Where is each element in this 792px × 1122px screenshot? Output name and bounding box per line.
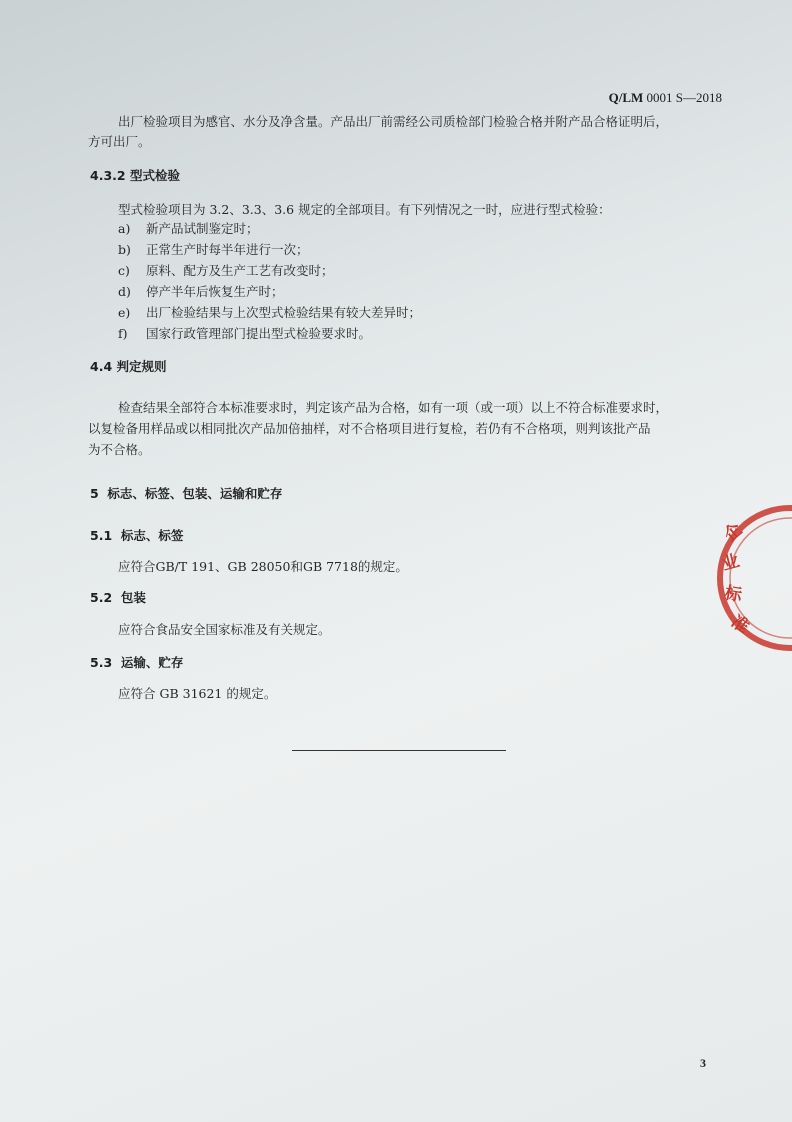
section-5-3-text: 应符合 GB 31621 的规定。 <box>118 686 277 701</box>
section-5-heading: 5 标志、标签、包装、运输和贮存 <box>90 486 283 501</box>
section-5-3-heading: 5.3 运输、贮存 <box>90 655 184 670</box>
svg-text:企: 企 <box>720 519 747 546</box>
page-number: 3 <box>700 1056 706 1070</box>
list-text: 原料、配方及生产工艺有改变时； <box>146 263 334 278</box>
section-4-4-line-2: 以复检备用样品或以相同批次产品加倍抽样，对不合格项目进行复检，若仍有不合格项，则判该批产品 <box>88 421 651 436</box>
list-text: 停产半年后恢复生产时； <box>146 284 284 299</box>
list-item <box>118 324 371 342</box>
list-text: 新产品试制鉴定时； <box>146 221 259 236</box>
company-seal <box>708 498 792 658</box>
list-marker: f) <box>118 326 128 341</box>
svg-text:业: 业 <box>720 551 742 575</box>
section-5-1-heading: 5.1 标志、标签 <box>90 528 184 543</box>
list-text: 正常生产时每半年进行一次； <box>146 242 309 257</box>
section-4-4-heading: 4.4 判定规则 <box>90 359 167 374</box>
standard-number <box>609 90 722 106</box>
section-4-4-line-3: 为不合格。 <box>88 442 151 457</box>
intro-line-2: 方可出厂。 <box>88 134 151 149</box>
standard-prefix: Q/LM <box>608 90 644 105</box>
list-text: 国家行政管理部门提出型式检验要求时。 <box>146 326 372 341</box>
list-item <box>118 303 421 321</box>
list-text: 出厂检验结果与上次型式检验结果有较大差异时； <box>146 305 422 320</box>
section-4-3-2-lead: 型式检验项目为 3.2、3.3、3.6 规定的全部项目。有下列情况之一时，应进行型式检验： <box>118 202 611 217</box>
section-4-4-line-1: 检查结果全部符合本标准要求时，判定该产品为合格，如有一项（或一项）以上不符合标准要求时， <box>118 400 669 415</box>
end-rule <box>292 750 506 751</box>
standard-code: 0001 S—2018 <box>646 90 722 105</box>
list-marker: a) <box>118 221 131 236</box>
list-item <box>118 261 334 279</box>
list-item <box>118 240 309 258</box>
list-marker: c) <box>118 263 130 278</box>
list-marker: e) <box>118 305 131 320</box>
section-4-3-2-heading: 4.3.2 型式检验 <box>90 168 180 183</box>
list-item <box>118 282 284 300</box>
list-marker: b) <box>118 242 131 257</box>
list-marker: d) <box>118 284 131 299</box>
intro-line-1: 出厂检验项目为感官、水分及净含量。产品出厂前需经公司质检部门检验合格并附产品合格证明后， <box>118 114 669 129</box>
svg-text:标: 标 <box>723 583 744 606</box>
section-5-1-text: 应符合GB/T 191、GB 28050和GB 7718的规定。 <box>118 559 408 574</box>
list-item <box>118 219 259 237</box>
section-5-2-heading: 5.2 包装 <box>90 590 146 605</box>
svg-text:准: 准 <box>727 611 753 638</box>
section-5-2-text: 应符合食品安全国家标准及有关规定。 <box>118 622 331 637</box>
